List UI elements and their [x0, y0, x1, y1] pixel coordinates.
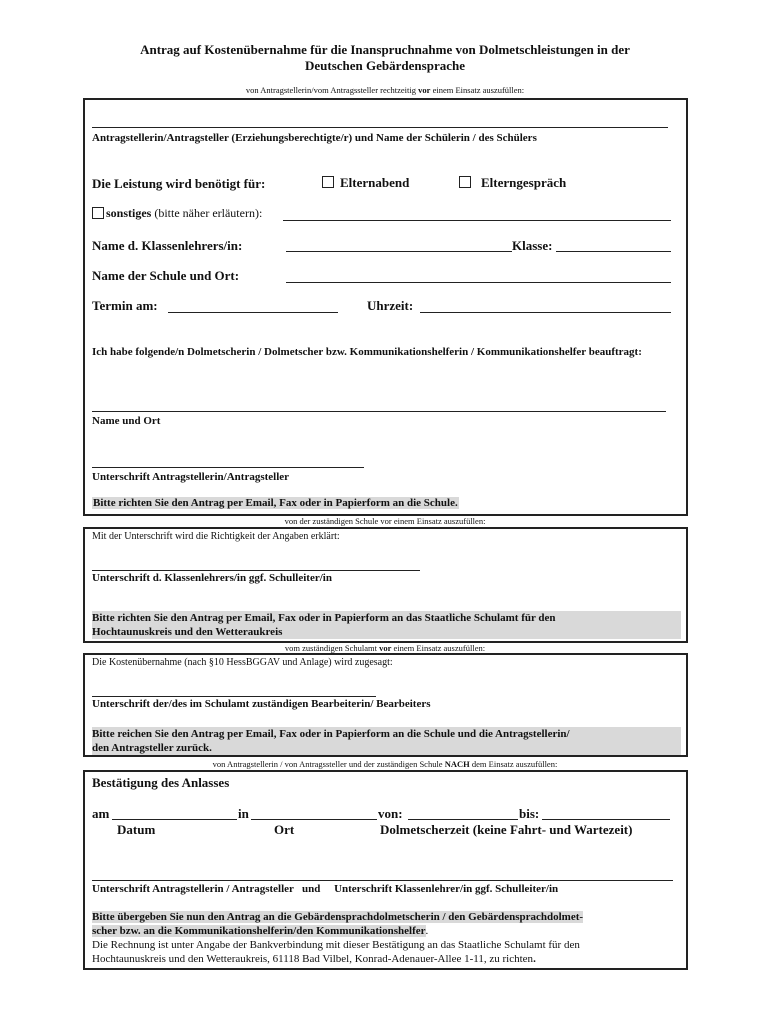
von-label: von:	[378, 806, 403, 821]
other-explain-line[interactable]	[283, 220, 671, 221]
checkbox-sonstiges[interactable]	[92, 207, 104, 219]
place-field-line[interactable]	[251, 819, 377, 820]
time-line[interactable]	[420, 312, 671, 313]
instruction-return: Bitte reichen Sie den Antrag per Email, Fax oder in Papierform an die Schule und die Antragstellerin/ den Antragsteller zurück.	[92, 727, 681, 755]
time-label: Uhrzeit:	[367, 298, 414, 313]
confirm-text: Mit der Unterschrift wird die Richtigkeit der Angaben erklärt:	[92, 531, 340, 542]
class-line[interactable]	[556, 251, 671, 252]
von-field-line[interactable]	[408, 819, 518, 820]
applicant-signature-line[interactable]	[92, 467, 364, 468]
form-title-line1: Antrag auf Kostenübernahme für die Inanspruchnahme von Dolmetschleistungen in der	[140, 42, 630, 57]
date-line[interactable]	[168, 312, 338, 313]
schulamt-signature-label: Unterschrift der/des im Schulamt zuständigen Bearbeiterin/ Bearbeiters	[92, 698, 431, 710]
instruction-interpreter: Bitte übergeben Sie nun den Antrag an die Gebärdensprachdolmetscherin / den Gebärdensprachdolmet- scher bzw. an die Kommunikationshelferin/den Kommunikationshelfer.	[92, 911, 584, 937]
confirmation-heading: Bestätigung des Anlasses	[92, 775, 230, 790]
teacher-signature-label: Unterschrift d. Klassenlehrers/in ggf. Schulleiter/in	[92, 572, 332, 584]
note-applicant: von Antragstellerin/vom Antragssteller rechtzeitig vor einem Einsatz auszufüllen:	[245, 85, 525, 95]
interpreter-name-line[interactable]	[92, 411, 666, 412]
teacher-label: Name d. Klassenlehrers/in:	[92, 238, 243, 253]
form-title-line2: Deutschen Gebärdensprache	[305, 58, 465, 73]
interpreter-text: Ich habe folgende/n Dolmetscherin / Dolmetscher bzw. Kommunikationshelferin / Kommunikationshelfer beauftragt:	[92, 346, 642, 358]
applicant-label: Antragstellerin/Antragsteller (Erziehungsberechtigte/r) und Name der Schülerin / des Schülers	[92, 132, 537, 144]
other-label: sonstiges (bitte näher erläutern):	[106, 206, 263, 220]
date-field-line[interactable]	[112, 819, 237, 820]
date-label: Termin am:	[92, 298, 158, 313]
note-schulamt: vom zuständigen Schulamt vor einem Einsatz auszufüllen:	[284, 643, 486, 653]
note-school: von der zuständigen Schule vor einem Einsatz auszufüllen:	[284, 516, 486, 526]
ort-caption: Ort	[274, 822, 295, 837]
bis-label: bis:	[519, 806, 540, 821]
final-signature-line[interactable]	[92, 880, 673, 881]
note-after: von Antragstellerin / von Antragssteller und der zuständigen Schule NACH dem Einsatz auszufüllen:	[212, 759, 558, 769]
name-place-label: Name und Ort	[92, 415, 161, 427]
option-elterngespraech-label: Elterngespräch	[481, 175, 567, 190]
dolmetscherzeit-caption: Dolmetscherzeit (keine Fahrt- und Wartezeit)	[380, 822, 633, 837]
schulamt-signature-line[interactable]	[92, 696, 376, 697]
datum-caption: Datum	[117, 822, 156, 837]
in-label: in	[238, 806, 249, 821]
final-signature-label: Unterschrift Antragstellerin / Antragsteller und Unterschrift Klassenlehrer/in ggf. Schulleiter/in	[92, 883, 559, 895]
teacher-name-line[interactable]	[286, 251, 512, 252]
checkbox-elternabend[interactable]	[322, 176, 334, 188]
school-label: Name der Schule und Ort:	[92, 268, 240, 283]
billing-text: Die Rechnung ist unter Angabe der Bankverbindung mit dieser Bestätigung an das Staatliche Schulamt für den Hochtaunuskreis und den Wetteraukreis, 61118 Bad Vilbel, Konrad-Adenauer-Allee 1-11, zu richten.	[92, 939, 580, 965]
applicant-signature-label: Unterschrift Antragstellerin/Antragsteller	[92, 471, 290, 483]
am-label: am	[92, 806, 110, 821]
need-label: Die Leistung wird benötigt für:	[92, 176, 266, 191]
instruction-schulamt: Bitte richten Sie den Antrag per Email, Fax oder in Papierform an das Staatliche Schulamt für den Hochtaunuskreis und den Wetteraukreis	[92, 611, 681, 639]
class-label: Klasse:	[512, 238, 553, 253]
instruction-school: Bitte richten Sie den Antrag per Email, Fax oder in Papierform an die Schule.	[93, 497, 458, 509]
bis-field-line[interactable]	[542, 819, 670, 820]
applicant-name-line[interactable]	[92, 127, 668, 128]
school-line[interactable]	[286, 282, 671, 283]
option-elternabend-label: Elternabend	[340, 175, 410, 190]
checkbox-elterngespraech[interactable]	[459, 176, 471, 188]
teacher-signature-line[interactable]	[92, 570, 420, 571]
approval-text: Die Kostenübernahme (nach §10 HessBGGAV und Anlage) wird zugesagt:	[92, 657, 393, 668]
